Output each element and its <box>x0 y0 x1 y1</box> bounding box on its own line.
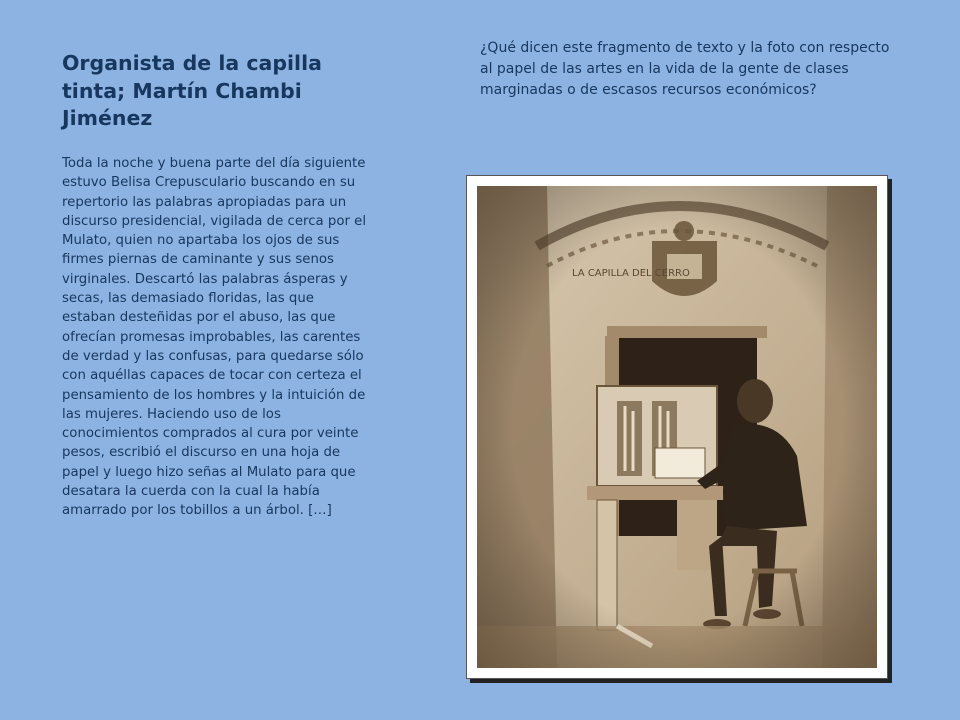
photo-illustration <box>477 186 877 668</box>
excerpt-text: Toda la noche y buena parte del día siguiente estuvo Belisa Crepusculario buscando en su repertorio las palabras apropiadas para un discurso presidencial, vigilada de cerca por el Mulato, quien no apartaba los ojos de sus firmes piernas de caminante y sus senos virginales. Descartó las palabras ásperas y secas, las demasiado floridas, las que estaban desteñidas por el abuso, las que ofrecían promesas improbables, las carentes de verdad y las confusas, para quedarse sólo con aquéllas capaces de tocar con certeza el pensamiento de los hombres y la intuición de las mujeres. Haciendo uso de los conocimientos comprados al cura por veinte pesos, escribió el discurso en una hoja de papel y luego hizo señas al Mulato para que desatara la cuerda con la cual la había amarrado por los tobillos a un árbol. […] <box>62 156 367 519</box>
photo-frame[interactable] <box>466 175 890 681</box>
organist-photo <box>477 186 877 668</box>
slide-title: Organista de la capilla tinta; Martín Chambi Jiménez <box>62 51 322 130</box>
frame-border <box>466 175 888 679</box>
discussion-question: ¿Qué dicen este fragmento de texto y la foto con respecto al papel de las artes en la vida de la gente de clases marginadas o de escasos recursos económicos? <box>480 40 890 98</box>
